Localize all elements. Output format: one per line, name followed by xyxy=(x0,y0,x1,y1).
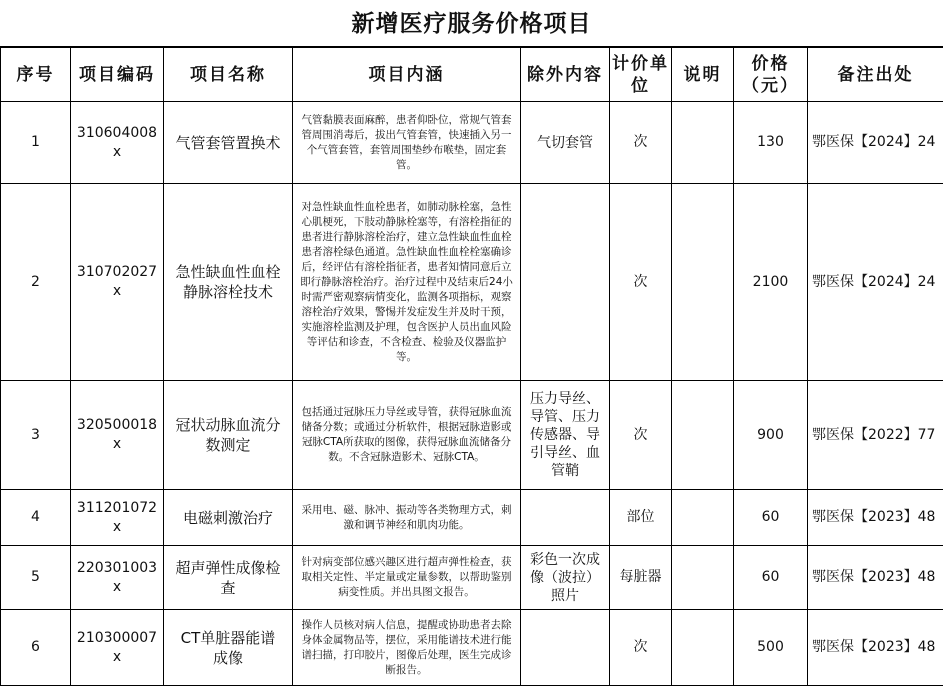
cell-source: 鄂医保【2024】24 xyxy=(808,184,943,381)
price-table xyxy=(0,47,943,686)
cell-content: 对急性缺血性血栓患者，如肺动脉栓塞，急性心肌梗死，下肢动静脉栓塞等，有溶栓指征的患者进行静脉溶栓治疗，建立急性缺血性血栓患者溶栓绿色通道。急性缺血性血栓栓塞确诊后，经评估有溶栓指征者，患者知情同意后立即行静脉溶栓治疗。治疗过程中及结束后24小时需严密观察病情变化，监测各项指标，观察溶栓治疗效果，警惕并发症发生并及时干预，实施溶栓监测及护理，包含医护人员出血风险等评估和诊查，不含检查、检验及仪器监护等。 xyxy=(293,184,521,381)
cell-name: 冠状动脉血流分数测定 xyxy=(164,381,293,490)
header-content: 项目内涵 xyxy=(293,48,521,102)
cell-seq: 5 xyxy=(1,546,71,610)
header-row xyxy=(1,48,943,102)
cell-code: 220301003x xyxy=(71,546,164,610)
cell-source: 鄂医保【2023】48 xyxy=(808,490,943,546)
cell-unit: 次 xyxy=(610,610,672,686)
table-row xyxy=(1,546,943,610)
cell-name: 超声弹性成像检查 xyxy=(164,546,293,610)
cell-exclusions xyxy=(521,610,610,686)
cell-note xyxy=(672,184,734,381)
cell-source: 鄂医保【2022】77 xyxy=(808,381,943,490)
cell-price: 900 xyxy=(734,381,808,490)
cell-content: 气管黏膜表面麻醉，患者仰卧位，常规气管套管周围消毒后，拔出气管套管，快速插入另一个气管套管，套管周围垫纱布喉垫，固定套管。 xyxy=(293,102,521,184)
cell-unit: 次 xyxy=(610,381,672,490)
cell-seq: 6 xyxy=(1,610,71,686)
cell-content: 包括通过冠脉压力导丝或导管，获得冠脉血流储备分数；或通过分析软件，根据冠脉造影或冠脉CTA所获取的图像，获得冠脉血流储备分数。不含冠脉造影术、冠脉CTA。 xyxy=(293,381,521,490)
cell-content: 针对病变部位感兴趣区进行超声弹性检查，获取相关定性、半定量或定量参数，以帮助鉴别病变性质。并出具图文报告。 xyxy=(293,546,521,610)
cell-exclusions: 彩色一次成像（波拉）照片 xyxy=(521,546,610,610)
cell-source: 鄂医保【2023】48 xyxy=(808,546,943,610)
table-row xyxy=(1,490,943,546)
cell-seq: 4 xyxy=(1,490,71,546)
header-code: 项目编码 xyxy=(71,48,164,102)
cell-code: 210300007x xyxy=(71,610,164,686)
header-exclusions: 除外内容 xyxy=(521,48,610,102)
cell-name: 电磁刺激治疗 xyxy=(164,490,293,546)
header-unit: 计价单位 xyxy=(610,48,672,102)
cell-unit: 每脏器 xyxy=(610,546,672,610)
cell-seq: 2 xyxy=(1,184,71,381)
header-seq: 序号 xyxy=(1,48,71,102)
cell-note xyxy=(672,102,734,184)
cell-code: 310604008x xyxy=(71,102,164,184)
cell-price: 60 xyxy=(734,546,808,610)
cell-unit: 次 xyxy=(610,184,672,381)
cell-price: 60 xyxy=(734,490,808,546)
header-source: 备注出处 xyxy=(808,48,943,102)
table-row xyxy=(1,184,943,381)
cell-note xyxy=(672,546,734,610)
cell-seq: 3 xyxy=(1,381,71,490)
sheet-title: 新增医疗服务价格项目 xyxy=(0,0,943,47)
cell-content: 操作人员核对病人信息，提醒或协助患者去除身体金属物品等，摆位，采用能谱技术进行能谱扫描，打印胶片，图像后处理，医生完成诊断报告。 xyxy=(293,610,521,686)
cell-exclusions xyxy=(521,490,610,546)
cell-unit: 次 xyxy=(610,102,672,184)
header-price: 价格（元） xyxy=(734,48,808,102)
cell-code: 320500018x xyxy=(71,381,164,490)
cell-unit: 部位 xyxy=(610,490,672,546)
cell-exclusions: 气切套管 xyxy=(521,102,610,184)
header-note: 说明 xyxy=(672,48,734,102)
cell-name: CT单脏器能谱成像 xyxy=(164,610,293,686)
cell-price: 2100 xyxy=(734,184,808,381)
cell-note xyxy=(672,381,734,490)
table-row xyxy=(1,102,943,184)
cell-source: 鄂医保【2024】24 xyxy=(808,102,943,184)
cell-name: 气管套管置换术 xyxy=(164,102,293,184)
cell-source: 鄂医保【2023】48 xyxy=(808,610,943,686)
cell-content: 采用电、磁、脉冲、振动等各类物理方式，刺激和调节神经和肌肉功能。 xyxy=(293,490,521,546)
table-row xyxy=(1,381,943,490)
cell-exclusions: 压力导丝、导管、压力传感器、导引导丝、血管鞘 xyxy=(521,381,610,490)
cell-note xyxy=(672,490,734,546)
table-row xyxy=(1,610,943,686)
cell-code: 311201072x xyxy=(71,490,164,546)
cell-seq: 1 xyxy=(1,102,71,184)
cell-name: 急性缺血性血栓静脉溶栓技术 xyxy=(164,184,293,381)
cell-exclusions xyxy=(521,184,610,381)
cell-price: 130 xyxy=(734,102,808,184)
cell-price: 500 xyxy=(734,610,808,686)
cell-code: 310702027x xyxy=(71,184,164,381)
cell-note xyxy=(672,610,734,686)
header-name: 项目名称 xyxy=(164,48,293,102)
